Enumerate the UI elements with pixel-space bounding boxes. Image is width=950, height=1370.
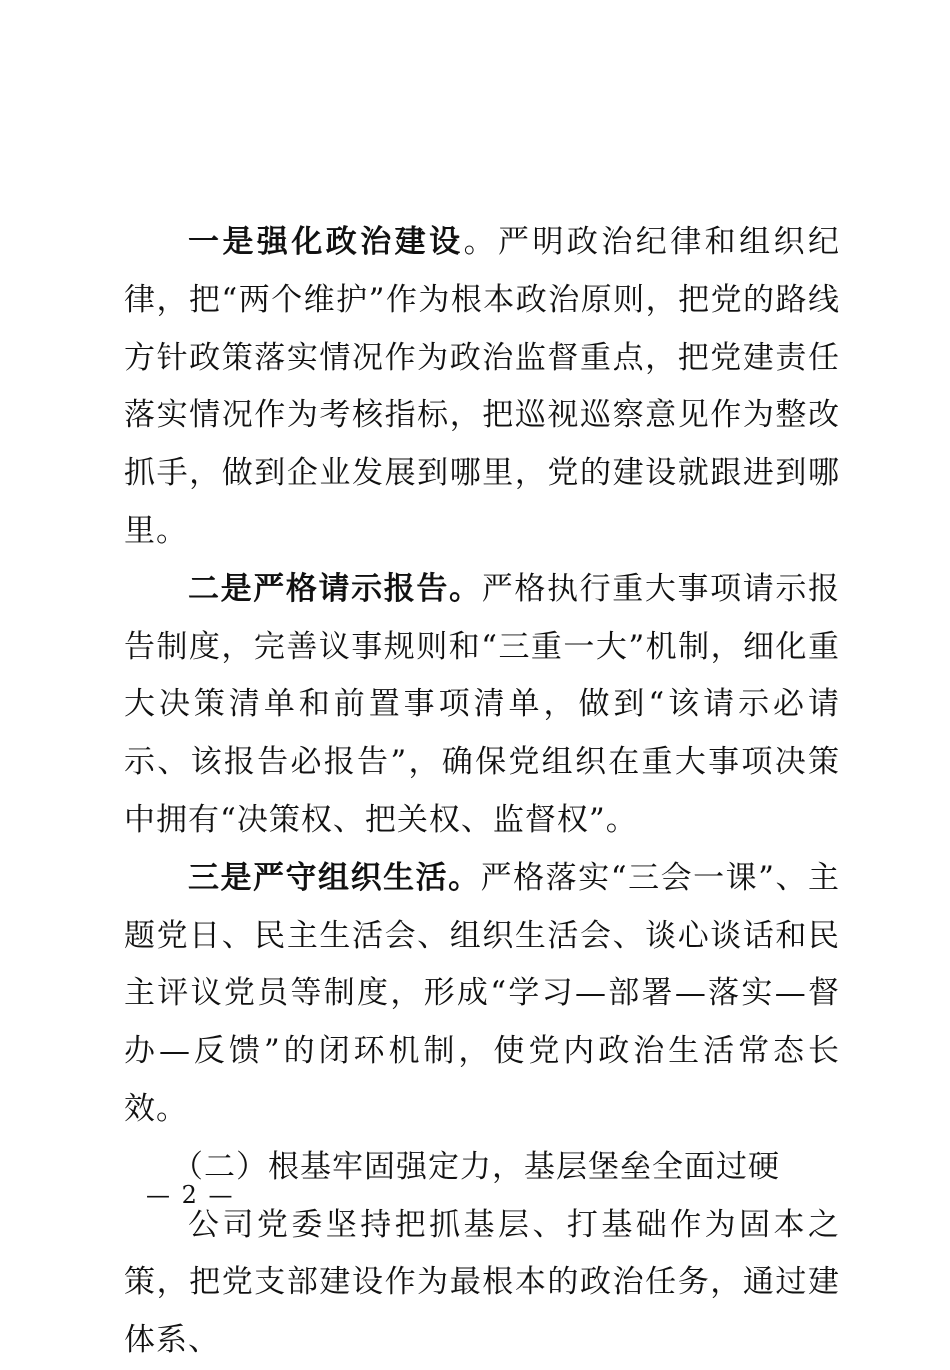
- paragraph-text: 。严明政治纪律和组织纪律，把“两个维护”作为根本政治原则，把党的路线方针政策落实情况作为政治监督重点，把党建责任落实情况作为考核指标，把巡视巡察意见作为整改抓手，做到企业发展到哪里，党的建设就跟进到哪里。: [124, 224, 841, 549]
- paragraph-reporting: [124, 561, 840, 850]
- paragraph-lead: 三是严守组织生活。: [188, 859, 481, 896]
- paragraph-lead: 二是严格请示报告。: [188, 570, 482, 607]
- paragraph-organization-life: [124, 850, 840, 1139]
- section-heading: （二）根基牢固强定力，基层堡垒全面过硬: [172, 1148, 780, 1185]
- paragraph-lead: 一是强化政治建设: [188, 224, 464, 260]
- paragraph-political-building: [124, 214, 840, 561]
- paragraph-text: 严格执行重大事项请示报告制度，完善议事规则和“三重一大”机制，细化重大决策清单和前置事项清单，做到“该请示必请示、该报告必报告”，确保党组织在重大事项决策中拥有“决策权、把关权、监督权”。: [124, 570, 841, 838]
- paragraph-text: 严格落实“三会一课”、主题党日、民主生活会、组织生活会、谈心谈话和民主评议党员等制度，形成“学习—部署—落实—督办—反馈”的闭环机制，使党内政治生活常态长效。: [124, 859, 840, 1127]
- page-number: — 2 —: [146, 1181, 235, 1209]
- paragraph-grassroots: 公司党委坚持把抓基层、打基础作为固本之策，把党支部建设作为最根本的政治任务，通过建体系、: [124, 1206, 840, 1359]
